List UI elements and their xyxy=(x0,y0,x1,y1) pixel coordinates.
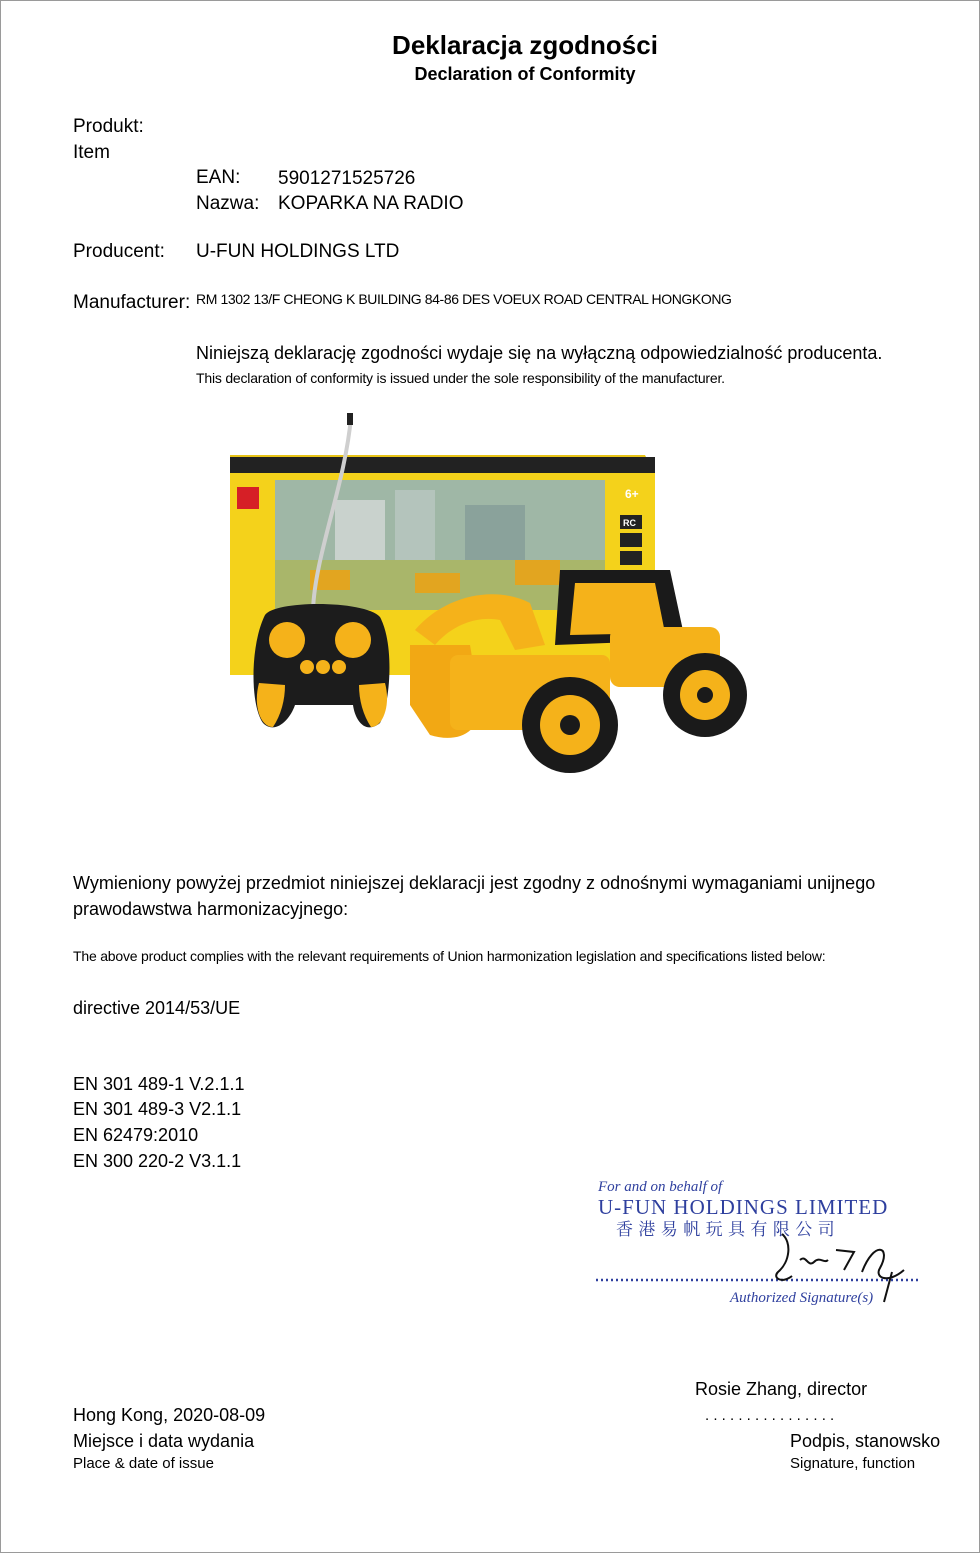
ean-value: 5901271525726 xyxy=(278,168,416,189)
remote-controller xyxy=(253,604,389,727)
compliance-pl-line1: Wymieniony powyżej przedmiot niniejszej deklaracji jest zgodny z odnośnymi wymaganiami unijnego xyxy=(73,873,876,893)
page-subtitle: Declaration of Conformity xyxy=(414,64,636,84)
manufacturer-label: Manufacturer: xyxy=(73,292,191,313)
stamp-line1: For and on behalf of xyxy=(598,1179,723,1195)
signature-dots: . . . . . . . . . . . . . . . . xyxy=(705,1407,835,1424)
standard-item: EN 62479:2010 xyxy=(73,1125,199,1145)
ean-label: EAN: xyxy=(196,167,241,188)
excavator-toy xyxy=(410,570,747,773)
place-label-pl: Miejsce i data wydania xyxy=(73,1431,255,1451)
compliance-en: The above product complies with the relevant requirements of Union harmonization legislation and specifications listed below: xyxy=(73,948,826,964)
responsibility-en: This declaration of conformity is issued under the sole responsibility of the manufacturer. xyxy=(196,370,725,386)
producer-label: Producent: xyxy=(73,241,165,262)
stamp-line3: 香 港 易 帆 玩 具 有 限 公 司 xyxy=(616,1220,835,1240)
stamp-line2: U-FUN HOLDINGS LIMITED xyxy=(598,1195,889,1219)
directive: directive 2014/53/UE xyxy=(73,998,241,1018)
standard-item: EN 300 220-2 V3.1.1 xyxy=(73,1151,242,1171)
product-photo xyxy=(215,405,770,785)
signer-name: Rosie Zhang, director xyxy=(695,1379,868,1399)
stamp-line4: Authorized Signature(s) xyxy=(730,1290,874,1306)
producer-name: U-FUN HOLDINGS LTD xyxy=(196,241,400,262)
company-stamp xyxy=(592,1172,932,1322)
compliance-pl-line2: prawodawstwa harmonizacyjnego: xyxy=(73,899,349,919)
name-label: Nazwa: xyxy=(196,193,260,214)
product-label-pl: Produkt: xyxy=(73,116,144,137)
place-label-en: Place & date of issue xyxy=(73,1455,214,1472)
standard-item: EN 301 489-3 V2.1.1 xyxy=(73,1099,242,1119)
name-value: KOPARKA NA RADIO xyxy=(278,193,464,214)
signature-label-en: Signature, function xyxy=(790,1455,916,1472)
page-title: Deklaracja zgodności xyxy=(392,30,658,60)
box-age-label: 6+ xyxy=(625,487,639,501)
standard-item: EN 301 489-1 V.2.1.1 xyxy=(73,1074,245,1094)
manufacturer-address: RM 1302 13/F CHEONG K BUILDING 84-86 DES VOEUX ROAD CENTRAL HONGKONG xyxy=(196,291,732,307)
box-rc-label: RC xyxy=(623,518,636,528)
signature-label-pl: Podpis, stanowsko xyxy=(790,1431,941,1451)
responsibility-pl: Niniejszą deklarację zgodności wydaje się na wyłączną odpowiedzialność producenta. xyxy=(196,343,883,363)
place-date: Hong Kong, 2020-08-09 xyxy=(73,1405,266,1425)
product-label-en: Item xyxy=(73,142,110,163)
